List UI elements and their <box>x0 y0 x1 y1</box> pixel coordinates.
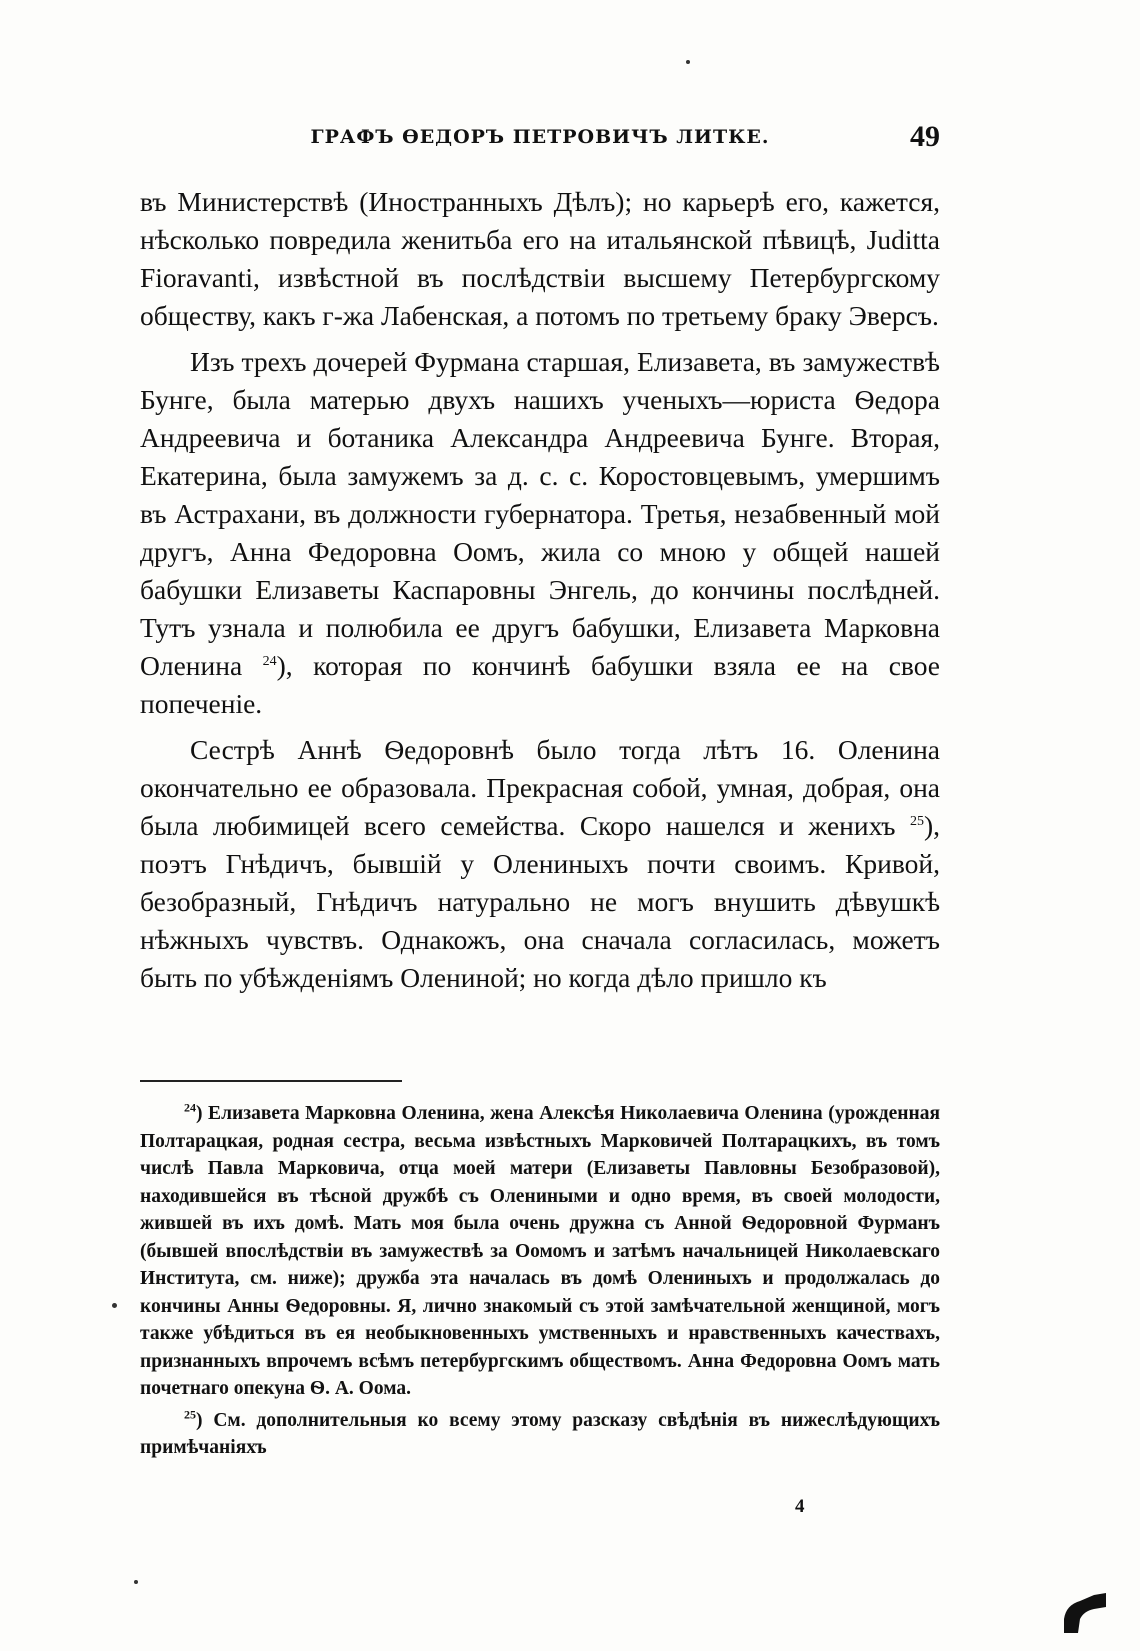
body-text <box>140 183 940 1005</box>
page-number: 49 <box>910 120 940 153</box>
footnote-divider <box>140 1080 402 1082</box>
paragraph-3-text: Сестрѣ Аннѣ Ѳедоровнѣ было тогда лѣтъ 16. Оленина окончательно ее образовала. Прекрасная собой, умная, добрая, она была любимицей всего семейства. Скоро нашелся и женихъ <box>140 734 940 841</box>
footnote-24-text: ) Елизавета Марковна Оленина, жена Алексѣя Николаевича Оленина (урожденная Полтарацкая, родная сестра, весьма извѣстныхъ Марковичей Полтарацкихъ, въ томъ числѣ Павла Марковича, отца моей матери (Елизаветы Павловны Безобразовой), находившейся въ тѣсной дружбѣ съ Олениными и одно время, въ своей молодости, жившей въ ихъ домѣ. Мать моя была очень дружна съ Анной Ѳедоровной Фурманъ (бывшей впослѣдствіи въ замужествѣ за Оомомъ и затѣмъ начальницей Николаевскаго Института, см. ниже); дружба эта началась въ домѣ Олениныхъ и продолжалась до кончины Анны Ѳедоровны. Я, лично знакомый съ этой замѣчательной женщиной, могъ также убѣдиться въ ея необыкновенныхъ умственныхъ и нравственныхъ качествахъ, признанныхъ впрочемъ всѣмъ петербургскимъ обществомъ. Анна Федоровна Оомъ мать почетнаго опекуна Ѳ. А. Оома. <box>140 1103 940 1399</box>
footnote-25-mark: 25 <box>184 1407 196 1421</box>
signature-mark: 4 <box>795 1496 805 1517</box>
footnote-24-mark: 24 <box>184 1100 196 1115</box>
footnote-25-text: ) См. дополнительныя ко всему этому разсказу свѣдѣнія въ нижеслѣдующихъ примѣчаніяхъ <box>140 1409 940 1458</box>
footnote-ref-24[interactable]: 24 <box>262 653 277 669</box>
scan-speck <box>134 1580 138 1584</box>
footnote-25 <box>140 1407 940 1462</box>
paragraph-3-text-cont: ), поэтъ Гнѣдичъ, бывшій у Олениныхъ почти своимъ. Кривой, безобразный, Гнѣдичъ натурально не могъ внушить дѣвушкѣ нѣжныхъ чувствъ. Однакожъ, она сначала согласилась, можетъ быть по убѣжденіямъ Олениной; но когда дѣло пришло къ <box>140 810 940 993</box>
footnote-24 <box>140 1100 940 1403</box>
paragraph-2-text-cont: ), которая по кончинѣ бабушки взяла ее на свое попеченіе. <box>140 650 940 719</box>
paragraph-2 <box>140 343 940 723</box>
scan-edge-mark <box>1060 1589 1108 1633</box>
paragraph-1: въ Министерствѣ (Иностранныхъ Дѣлъ); но карьерѣ его, кажется, нѣсколько повредила женитьба его на итальянской пѣвицѣ, Juditta Fioravanti, извѣстной въ послѣдствіи высшему Петербургскому обществу, какъ г-жа Лабенская, а потомъ по третьему браку Эверсъ. <box>140 186 940 331</box>
scan-speck <box>686 60 690 64</box>
scan-speck <box>112 1303 117 1308</box>
page-header <box>140 120 940 160</box>
running-head: ГРАФЪ ѲЕДОРЪ ПЕТРОВИЧЪ ЛИТКЕ. <box>310 126 770 148</box>
footnote-ref-25[interactable]: 25 <box>909 813 924 829</box>
footnotes <box>140 1100 940 1466</box>
paragraph-2-text: Изъ трехъ дочерей Фурмана старшая, Елизавета, въ замужествѣ Бунге, была матерью двухъ нашихъ ученыхъ—юриста Ѳедора Андреевича и ботаника Александра Андреевича Бунге. Вторая, Екатерина, была замужемъ за д. с. с. Коростовцевымъ, умершимъ въ Астрахани, въ должности губернатора. Третья, незабвенный мой другъ, Анна Федоровна Оомъ, жила со мною у общей нашей бабушки Елизаветы Каспаровны Энгель, до кончины послѣдней. Тутъ узнала и полюбила ее другъ бабушки, Елизавета Марковна Оленина <box>140 346 940 681</box>
paragraph-3 <box>140 731 940 997</box>
